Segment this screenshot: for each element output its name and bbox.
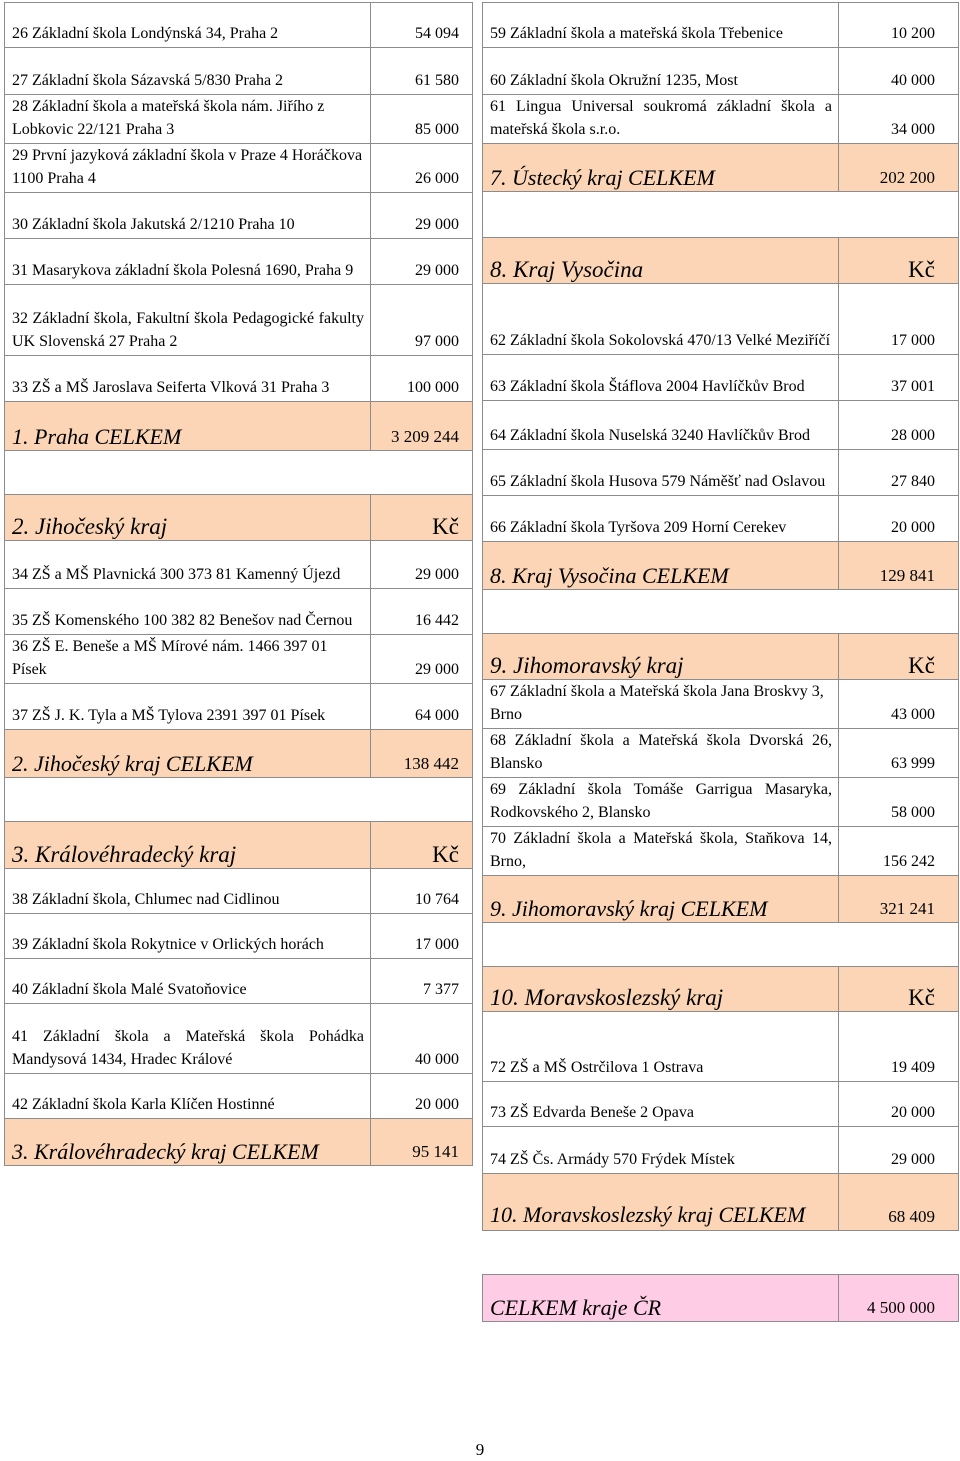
school-name: 73 ZŠ Edvarda Beneše 2 Opava bbox=[483, 1082, 839, 1127]
amount: 156 242 bbox=[839, 827, 959, 876]
region-total-label: 10. Moravskoslezský kraj CELKEM bbox=[483, 1174, 839, 1231]
school-name: 59 Základní škola a mateřská škola Třebenice bbox=[483, 3, 839, 48]
school-name: 29 První jazyková základní škola v Praze 4 Horáčkova 1100 Praha 4 bbox=[5, 144, 371, 193]
table-row bbox=[5, 193, 473, 239]
school-name: 69 Základní škola Tomáše Garrigua Masaryka, Rodkovského 2, Blansko bbox=[483, 778, 839, 827]
amount: 29 000 bbox=[839, 1127, 959, 1174]
amount: 20 000 bbox=[839, 496, 959, 542]
table-row bbox=[483, 1082, 959, 1127]
spacer bbox=[483, 1231, 959, 1275]
table-row bbox=[5, 959, 473, 1004]
table-row bbox=[5, 356, 473, 402]
regions-table bbox=[482, 2, 959, 1322]
currency-label: Kč bbox=[371, 822, 473, 869]
table-row bbox=[5, 541, 473, 589]
spacer bbox=[5, 778, 473, 822]
spacer bbox=[483, 923, 959, 967]
currency-label: Kč bbox=[839, 967, 959, 1012]
amount: 7 377 bbox=[371, 959, 473, 1004]
region-total-amount: 129 841 bbox=[839, 542, 959, 590]
region-total-amount: 321 241 bbox=[839, 876, 959, 923]
amount: 27 840 bbox=[839, 450, 959, 496]
amount: 20 000 bbox=[839, 1082, 959, 1127]
amount: 97 000 bbox=[371, 285, 473, 356]
table-row bbox=[483, 401, 959, 450]
school-name: 70 Základní škola a Mateřská škola, Staňkova 14, Brno, bbox=[483, 827, 839, 876]
currency-label: Kč bbox=[371, 495, 473, 541]
table-row bbox=[5, 635, 473, 684]
school-name: 65 Základní škola Husova 579 Náměšť nad Oslavou bbox=[483, 450, 839, 496]
school-name: 68 Základní škola a Mateřská škola Dvorská 26, Blansko bbox=[483, 729, 839, 778]
table-row bbox=[5, 48, 473, 95]
table-row bbox=[5, 589, 473, 635]
amount: 63 999 bbox=[839, 729, 959, 778]
table-row bbox=[5, 684, 473, 730]
spacer-row bbox=[5, 451, 473, 495]
school-name: 35 ZŠ Komenského 100 382 82 Benešov nad Černou bbox=[5, 589, 371, 635]
region-total-label: 2. Jihočeský kraj CELKEM bbox=[5, 730, 371, 778]
school-name: 40 Základní škola Malé Svatoňovice bbox=[5, 959, 371, 1004]
amount: 10 764 bbox=[371, 869, 473, 914]
region-total-row bbox=[5, 730, 473, 778]
amount: 40 000 bbox=[839, 48, 959, 95]
table-row bbox=[483, 450, 959, 496]
spacer-row bbox=[483, 1231, 959, 1275]
table-row bbox=[483, 827, 959, 876]
region-total-amount: 68 409 bbox=[839, 1174, 959, 1231]
grand-total-amount: 4 500 000 bbox=[839, 1275, 959, 1322]
school-name: 67 Základní škola a Mateřská škola Jana Broskvy 3, Brno bbox=[483, 680, 839, 729]
region-header: 3. Královéhradecký kraj bbox=[5, 822, 371, 869]
region-total-row bbox=[483, 1174, 959, 1231]
school-name: 62 Základní škola Sokolovská 470/13 Velké Meziříčí bbox=[483, 284, 839, 355]
grand-total-row bbox=[483, 1275, 959, 1322]
currency-label: Kč bbox=[839, 238, 959, 284]
table-row bbox=[5, 95, 473, 144]
school-name: 33 ZŠ a MŠ Jaroslava Seiferta Vlková 31 Praha 3 bbox=[5, 356, 371, 402]
table-row bbox=[5, 285, 473, 356]
school-name: 27 Základní škola Sázavská 5/830 Praha 2 bbox=[5, 48, 371, 95]
table-row bbox=[5, 869, 473, 914]
school-name: 26 Základní škola Londýnská 34, Praha 2 bbox=[5, 3, 371, 48]
region-header-row bbox=[483, 967, 959, 1012]
region-total-label: 1. Praha CELKEM bbox=[5, 402, 371, 451]
right-column bbox=[482, 2, 958, 1322]
region-total-row bbox=[483, 542, 959, 590]
amount: 29 000 bbox=[371, 239, 473, 285]
region-total-amount: 138 442 bbox=[371, 730, 473, 778]
school-name: 41 Základní škola a Mateřská škola Pohádka Mandysová 1434, Hradec Králové bbox=[5, 1004, 371, 1074]
school-name: 60 Základní škola Okružní 1235, Most bbox=[483, 48, 839, 95]
region-header: 8. Kraj Vysočina bbox=[483, 238, 839, 284]
table-row bbox=[483, 48, 959, 95]
table-row bbox=[483, 3, 959, 48]
region-total-row bbox=[5, 402, 473, 451]
region-header: 10. Moravskoslezský kraj bbox=[483, 967, 839, 1012]
school-name: 34 ZŠ a MŠ Plavnická 300 373 81 Kamenný Újezd bbox=[5, 541, 371, 589]
amount: 58 000 bbox=[839, 778, 959, 827]
amount: 43 000 bbox=[839, 680, 959, 729]
table-row bbox=[5, 1004, 473, 1074]
amount: 20 000 bbox=[371, 1074, 473, 1119]
amount: 17 000 bbox=[371, 914, 473, 959]
school-name: 72 ZŠ a MŠ Ostrčilova 1 Ostrava bbox=[483, 1012, 839, 1082]
school-name: 42 Základní škola Karla Klíčen Hostinné bbox=[5, 1074, 371, 1119]
amount: 54 094 bbox=[371, 3, 473, 48]
left-column bbox=[4, 2, 472, 1166]
amount: 40 000 bbox=[371, 1004, 473, 1074]
amount: 10 200 bbox=[839, 3, 959, 48]
region-total-label: 9. Jihomoravský kraj CELKEM bbox=[483, 876, 839, 923]
table-row bbox=[5, 1074, 473, 1119]
school-name: 32 Základní škola, Fakultní škola Pedagogické fakulty UK Slovenská 27 Praha 2 bbox=[5, 285, 371, 356]
school-name: 66 Základní škola Tyršova 209 Horní Cerekev bbox=[483, 496, 839, 542]
amount: 29 000 bbox=[371, 193, 473, 239]
region-total-amount: 95 141 bbox=[371, 1119, 473, 1166]
school-name: 63 Základní škola Štáflova 2004 Havlíčkův Brod bbox=[483, 355, 839, 401]
school-name: 36 ZŠ E. Beneše a MŠ Mírové nám. 1466 397 01 Písek bbox=[5, 635, 371, 684]
school-name: 61 Lingua Universal soukromá základní škola a mateřská škola s.r.o. bbox=[483, 95, 839, 144]
region-header-row bbox=[5, 495, 473, 541]
amount: 64 000 bbox=[371, 684, 473, 730]
amount: 16 442 bbox=[371, 589, 473, 635]
school-name: 39 Základní škola Rokytnice v Orlických horách bbox=[5, 914, 371, 959]
region-header: 9. Jihomoravský kraj bbox=[483, 634, 839, 680]
region-total-amount: 3 209 244 bbox=[371, 402, 473, 451]
table-row bbox=[483, 355, 959, 401]
spacer bbox=[483, 590, 959, 634]
region-total-label: 3. Královéhradecký kraj CELKEM bbox=[5, 1119, 371, 1166]
spacer-row bbox=[483, 192, 959, 238]
table-row bbox=[483, 496, 959, 542]
spacer bbox=[483, 192, 959, 238]
region-header-row bbox=[5, 822, 473, 869]
region-total-amount: 202 200 bbox=[839, 144, 959, 192]
table-row bbox=[5, 3, 473, 48]
table-row bbox=[483, 1012, 959, 1082]
table-row bbox=[483, 778, 959, 827]
amount: 17 000 bbox=[839, 284, 959, 355]
spacer-row bbox=[483, 590, 959, 634]
table-row bbox=[5, 144, 473, 193]
school-name: 30 Základní škola Jakutská 2/1210 Praha 10 bbox=[5, 193, 371, 239]
region-header-row bbox=[483, 238, 959, 284]
region-total-row bbox=[5, 1119, 473, 1166]
region-total-row bbox=[483, 144, 959, 192]
table-row bbox=[5, 914, 473, 959]
school-name: 38 Základní škola, Chlumec nad Cidlinou bbox=[5, 869, 371, 914]
spacer-row bbox=[5, 778, 473, 822]
amount: 85 000 bbox=[371, 95, 473, 144]
table-row bbox=[483, 284, 959, 355]
amount: 100 000 bbox=[371, 356, 473, 402]
region-header: 2. Jihočeský kraj bbox=[5, 495, 371, 541]
amount: 29 000 bbox=[371, 541, 473, 589]
grand-total-label: CELKEM kraje ČR bbox=[483, 1275, 839, 1322]
school-name: 28 Základní škola a mateřská škola nám. Jiřího z Lobkovic 22/121 Praha 3 bbox=[5, 95, 371, 144]
currency-label: Kč bbox=[839, 634, 959, 680]
amount: 19 409 bbox=[839, 1012, 959, 1082]
amount: 26 000 bbox=[371, 144, 473, 193]
spacer-row bbox=[483, 923, 959, 967]
praha-table bbox=[4, 2, 473, 1166]
table-row bbox=[483, 95, 959, 144]
region-header-row bbox=[483, 634, 959, 680]
table-row bbox=[483, 680, 959, 729]
amount: 61 580 bbox=[371, 48, 473, 95]
region-total-label: 8. Kraj Vysočina CELKEM bbox=[483, 542, 839, 590]
amount: 28 000 bbox=[839, 401, 959, 450]
page-number: 9 bbox=[475, 1440, 485, 1459]
table-row bbox=[483, 729, 959, 778]
amount: 34 000 bbox=[839, 95, 959, 144]
school-name: 37 ZŠ J. K. Tyla a MŠ Tylova 2391 397 01 Písek bbox=[5, 684, 371, 730]
region-total-label: 7. Ústecký kraj CELKEM bbox=[483, 144, 839, 192]
table-row bbox=[5, 239, 473, 285]
table-row bbox=[483, 1127, 959, 1174]
school-name: 74 ZŠ Čs. Armády 570 Frýdek Místek bbox=[483, 1127, 839, 1174]
spacer bbox=[5, 451, 473, 495]
school-name: 31 Masarykova základní škola Polesná 1690, Praha 9 bbox=[5, 239, 371, 285]
amount: 29 000 bbox=[371, 635, 473, 684]
region-total-row bbox=[483, 876, 959, 923]
school-name: 64 Základní škola Nuselská 3240 Havlíčkův Brod bbox=[483, 401, 839, 450]
amount: 37 001 bbox=[839, 355, 959, 401]
